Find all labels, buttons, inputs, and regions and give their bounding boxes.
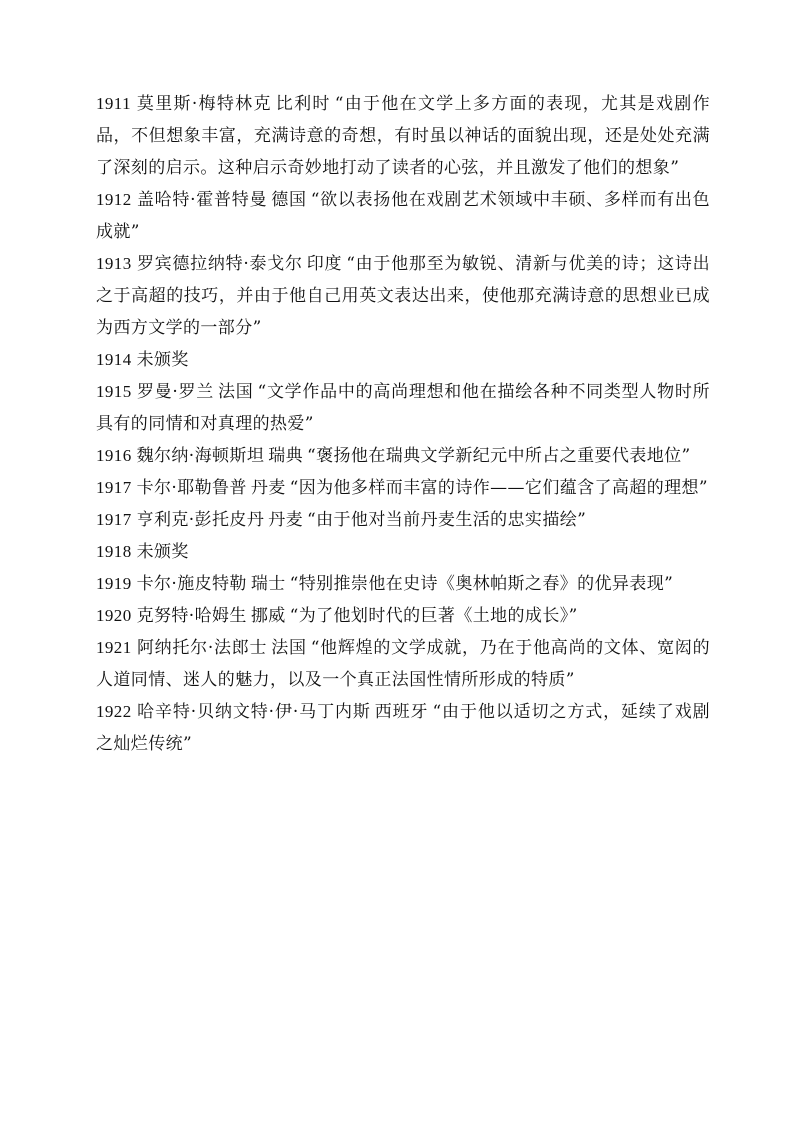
- laureate-name: 罗曼·罗兰: [136, 382, 215, 402]
- entry-1914: [96, 344, 710, 376]
- laureate-country: 比利时: [275, 94, 331, 114]
- laureate-country: 德国: [271, 190, 307, 210]
- entry-year: 1915: [96, 382, 132, 401]
- entry-1918: [96, 536, 710, 568]
- laureate-country: 印度: [306, 254, 343, 274]
- laureate-name: 阿纳托尔·法郎士: [136, 638, 268, 658]
- laureate-country: 法国: [218, 382, 254, 402]
- entry-year: 1918: [96, 542, 132, 561]
- laureate-name: 盖哈特·霍普特曼: [136, 190, 268, 210]
- entry-year: 1917: [96, 478, 132, 497]
- entry-year: 1922: [96, 702, 132, 721]
- laureate-name: 罗宾德拉纳特·泰戈尔: [136, 254, 303, 274]
- laureate-country: 丹麦: [250, 478, 286, 498]
- entry-1917-a: [96, 472, 710, 504]
- no-award-note: 未颁奖: [136, 350, 189, 370]
- entry-year: 1920: [96, 606, 132, 625]
- entry-year: 1916: [96, 446, 132, 465]
- laureate-country: 丹麦: [268, 510, 304, 530]
- laureate-name: 亨利克·彭托皮丹: [136, 510, 265, 530]
- entry-year: 1913: [96, 254, 132, 273]
- laureate-name: 卡尔·施皮特勒: [136, 574, 247, 594]
- prize-citation: “由于他在文学上多方面的表现，尤其是戏剧作品，不但想象丰富，充满诗意的奇想，有时虽以神话的面貌出现，还是处处充满了深刻的启示。这种启示奇妙地打动了读者的心弦，并且激发了他们的想象”: [96, 94, 711, 178]
- no-award-note: 未颁奖: [136, 542, 189, 562]
- laureate-country: 瑞士: [250, 574, 286, 594]
- entry-1922: [96, 696, 710, 760]
- entry-1917-b: [96, 504, 710, 536]
- entry-year: 1917: [96, 510, 132, 529]
- prize-citation: “欲以表扬他在戏剧艺术领域中丰硕、多样而有出色成就”: [96, 190, 710, 242]
- entry-1911: [96, 88, 710, 184]
- document-body: [96, 88, 710, 760]
- prize-citation: “由于他以适切之方式，延续了戏剧之灿烂传统”: [96, 702, 711, 754]
- laureate-country: 法国: [271, 638, 307, 658]
- prize-citation: “为了他划时代的巨著《土地的成长》”: [289, 606, 578, 626]
- prize-citation: “他辉煌的文学成就，乃在于他高尚的文体、宽闳的人道同情、迷人的魅力，以及一个真正法国性情所形成的特质”: [96, 638, 710, 690]
- laureate-name: 魏尔纳·海顿斯坦: [136, 446, 265, 466]
- entry-1920: [96, 600, 710, 632]
- entry-year: 1912: [96, 190, 132, 209]
- entry-1912: [96, 184, 710, 248]
- prize-citation: “因为他多样而丰富的诗作——它们蕴含了高超的理想”: [289, 478, 709, 498]
- entry-year: 1914: [96, 350, 132, 369]
- prize-citation: “文学作品中的高尚理想和他在描绘各种不同类型人物时所具有的同情和对真理的热爱”: [96, 382, 710, 434]
- laureate-name: 克努特·哈姆生: [136, 606, 247, 626]
- entry-1916: [96, 440, 710, 472]
- laureate-country: 挪威: [250, 606, 286, 626]
- prize-citation: “由于他那至为敏锐、清新与优美的诗；这诗出之于高超的技巧，并由于他自己用英文表达出来，使他那充满诗意的思想业已成为西方文学的一部分”: [96, 254, 711, 338]
- laureate-country: 西班牙: [374, 702, 429, 722]
- entry-1913: [96, 248, 710, 344]
- prize-citation: “褒扬他在瑞典文学新纪元中所占之重要代表地位”: [307, 446, 691, 466]
- prize-citation: “特别推崇他在史诗《奥林帕斯之春》的优异表现”: [289, 574, 674, 594]
- entry-year: 1911: [96, 94, 131, 113]
- entry-1921: [96, 632, 710, 696]
- prize-citation: “由于他对当前丹麦生活的忠实描绘”: [307, 510, 587, 530]
- laureate-country: 瑞典: [268, 446, 304, 466]
- entry-1919: [96, 568, 710, 600]
- laureate-name: 莫里斯·梅特林克: [135, 94, 272, 114]
- entry-1915: [96, 376, 710, 440]
- entry-year: 1921: [96, 638, 132, 657]
- laureate-name: 卡尔·耶勒鲁普: [136, 478, 247, 498]
- laureate-name: 哈辛特·贝纳文特·伊·马丁内斯: [136, 702, 371, 722]
- entry-year: 1919: [96, 574, 132, 593]
